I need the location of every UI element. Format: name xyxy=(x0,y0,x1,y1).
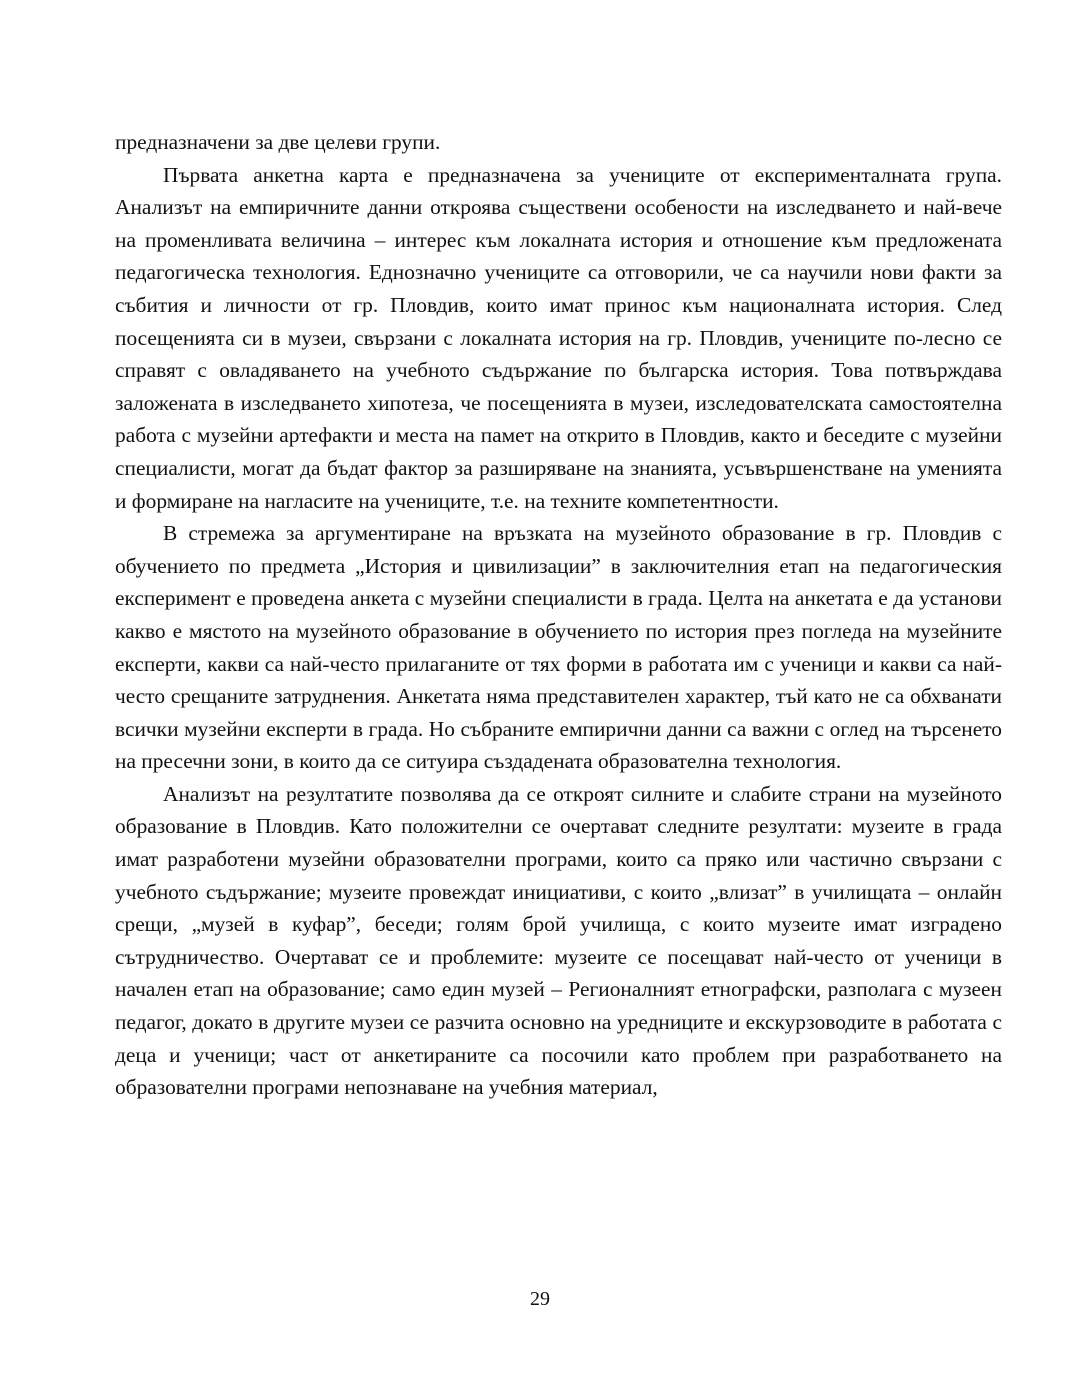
page-number: 29 xyxy=(530,1288,550,1310)
paragraph-results-analysis: Анализът на резултатите позволява да се откроят силните и слабите страни на музейното образование в Пловдив. Като положителни се очертават следните резултати: музеите в града имат разработени музейни образователни програми, които са пряко или частично свързани с учебното съдържание; музеите провеждат инициативи, с които „влизат” в училищата – онлайн срещи, „музей в куфар”, беседи; голям брой училища, с които музеите имат изградено сътрудничество. Очертават се и проблемите: музеите се посещават най-често от ученици в начален етап на образование; само един музей – Регионалният етнографски, разполага с музеен педагог, докато в другите музеи се разчита основно на уредниците и екскурзоводите в работата с деца и ученици; част от анкетираните са посочили като проблем при разработването на образователни програми непознаване на учебния материал, xyxy=(115,781,1002,1100)
paragraph-museum-experts-survey: В стремежа за аргументиране на връзката на музейното образование в гр. Пловдив с обучението по предмета „История и цивилизации” в заключителния етап на педагогическия експеримент е проведена анкета с музейни специалисти в града. Целта на анкетата е да установи какво е мястото на музейното образование в обучението по история през погледа на музейните експерти, какви са най-често прилаганите от тях форми в работата им с ученици и какви са най-често срещаните затруднения. Анкетата няма представителен характер, тъй като не са обхванати всички музейни експерти в града. Но събраните емпирични данни са важни с оглед на търсенето на пресечни зони, в които да се ситуира създадената образователна технология. xyxy=(115,521,1002,774)
document-body xyxy=(115,126,1002,1104)
paragraph-student-survey: Първата анкетна карта е предназначена за учениците от експерименталната група. Анализът на емпиричните данни откроява съществени особености на изследването и най-вече на променливата величина – интерес към локалната история и отношение към предложената педагогическа технология. Еднозначно учениците са отговорили, че са научили нови факти за събития и личности от гр. Пловдив, които имат принос към националната история. След посещенията си в музеи, свързани с локалната история на гр. Пловдив, учениците по-лесно се справят с овладяването на учебното съдържание по българска история. Това потвърждава заложената в изследването хипотеза, че посещенията в музеи, изследователската самостоятелна работа с музейни артефакти и места на памет на открито в Пловдив, както и беседите с музейни специалисти, могат да бъдат фактор за разширяване на знанията, усъвършенстване на уменията и формиране на нагласите на учениците, т.е. на техните компетентности. xyxy=(115,162,1002,513)
paragraph-continuation: предназначени за две целеви групи. xyxy=(115,130,441,154)
